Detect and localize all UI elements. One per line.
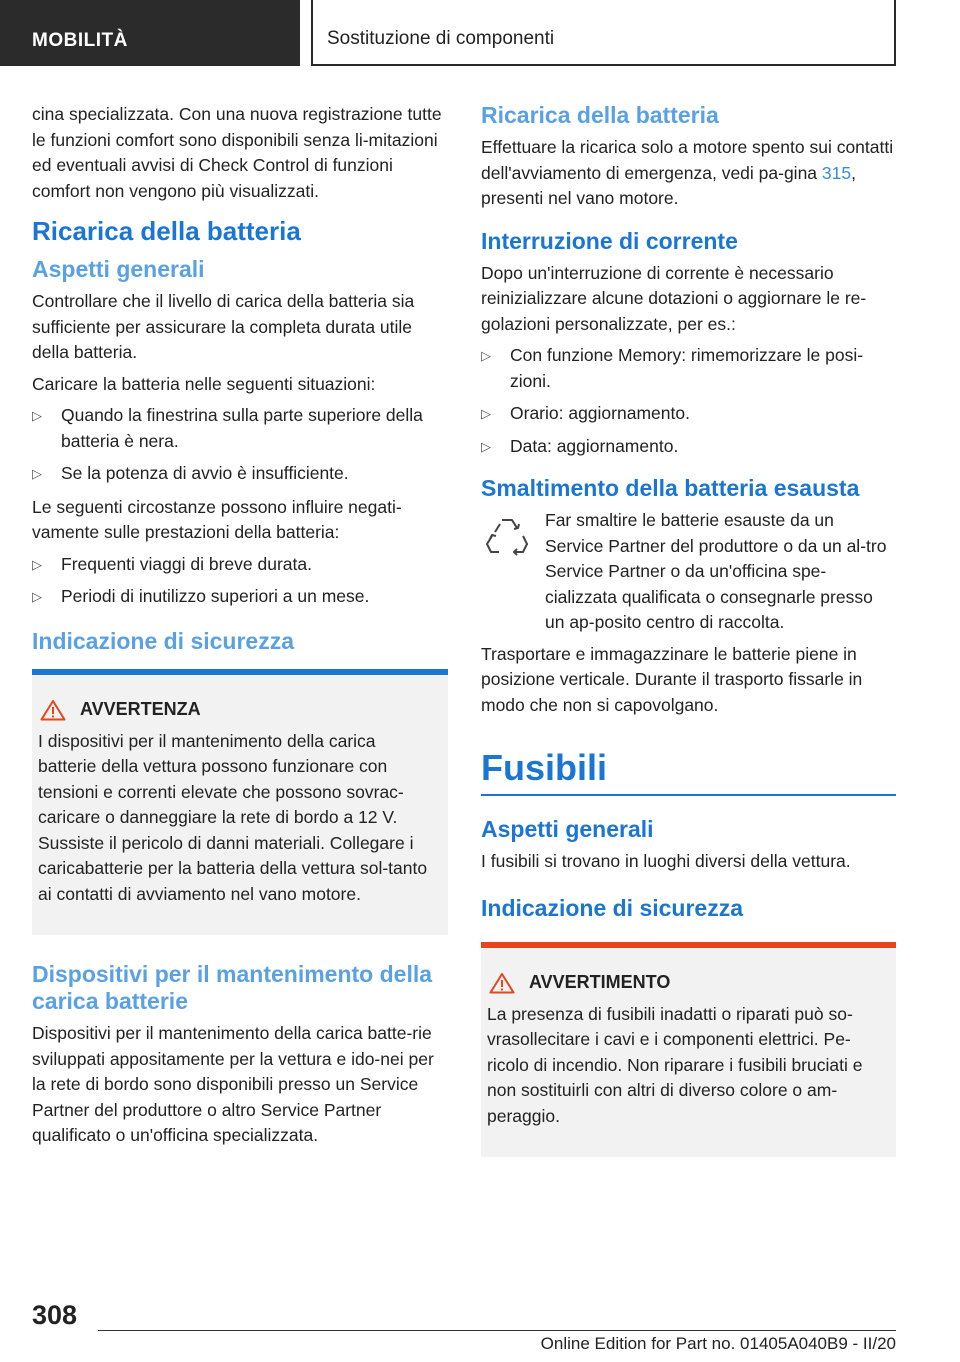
- recycling-icon: [483, 512, 531, 560]
- warning-title: AVVERTIMENTO: [489, 972, 884, 994]
- warning-triangle-icon: [40, 699, 66, 721]
- edition-text: Online Edition for Part no. 01405A040B9 - II/20: [540, 1334, 896, 1353]
- bullet-triangle-icon: ▷: [481, 406, 491, 421]
- chapter-title: Sostituzione di componenti: [311, 0, 896, 66]
- list-item: ▷ Con funzione Memory: rimemorizzare le posi-zioni.: [481, 345, 864, 391]
- page-number: 308: [32, 1300, 78, 1330]
- warning-text: I dispositivi per il mantenimento della carica batterie della vettura possono funzionare con tensioni e correnti elevate che possono sovrac-caricare o danneggiare la rete di bordo a 12 V. Sussiste il pericolo di danni materiali. Collegare i caricabatterie per la batteria della vettura sol-tanto ai contatti di avviamento nel vano motore.: [38, 730, 428, 904]
- heading-battery-charge: Ricarica della batteria: [32, 216, 301, 246]
- list-item: ▷ Frequenti viaggi di breve durata.: [32, 552, 448, 578]
- bullet-triangle-icon: ▷: [32, 556, 42, 572]
- factors-paragraph: Le seguenti circostanze possono influire negati-vamente sulle prestazioni della batteria:: [32, 496, 402, 542]
- general-paragraph: Controllare che il livello di carica della batteria sia sufficiente per assicurare la completa durata utile della batteria.: [32, 291, 415, 362]
- heading-devices: Dispositivi per il mantenimento della carica batterie: [32, 961, 433, 1014]
- heading-fuses-general: Aspetti generali: [481, 816, 654, 842]
- list-item: ▷ Data: aggiornamento.: [481, 434, 896, 460]
- list-item: ▷ Periodi di inutilizzo superiori a un mese.: [32, 584, 448, 610]
- transport-paragraph: Trasportare e immagazzinare le batterie piene in posizione verticale. Durante il trasporto fissarle in modo che non si capovolgano.: [481, 643, 863, 715]
- interruption-list: [481, 343, 896, 459]
- list-item: ▷ Orario: aggiornamento.: [481, 401, 896, 427]
- page-header: [0, 0, 960, 66]
- list-item: ▷ Se la potenza di avvio è insufficiente.: [32, 461, 448, 487]
- bullet-triangle-icon: ▷: [32, 589, 42, 604]
- situations-paragraph: Caricare la batteria nelle seguenti situazioni:: [32, 373, 376, 394]
- warning-text: La presenza di fusibili inadatti o riparati può so-vrasollecitare i cavi e i componenti elettrici. Pe-ricolo di incendio. Non riparare i fusibili bruciati e non sostituirli con altri di diverso colore o am-peraggio.: [487, 1003, 863, 1126]
- warning-box: [481, 942, 896, 1158]
- heading-power-interruption: Interruzione di corrente: [481, 227, 738, 254]
- charging-paragraph: Effettuare la ricarica solo a motore spento sui contatti dell'avviamento di emergenza, vedi pa-gina 315, presenti nel vano motore.: [481, 137, 894, 208]
- bullet-triangle-icon: ▷: [481, 438, 491, 454]
- left-column: [32, 102, 448, 1155]
- section-tab: MOBILITÀ: [0, 0, 300, 66]
- disposal-block: [481, 508, 896, 642]
- heading-general: Aspetti generali: [32, 256, 205, 282]
- situations-list: [32, 403, 448, 487]
- heading-disposal: Smaltimento della batteria esausta: [481, 475, 860, 501]
- intro-paragraph: cina specializzata. Con una nuova registrazione tutte le funzioni comfort sono disponibili senza li-mitazioni ed eventuali avvisi di Check Control di funzioni comfort non vengono più visualizzati.: [32, 104, 442, 201]
- heading-charging: Ricarica della batteria: [481, 102, 719, 128]
- bullet-triangle-icon: ▷: [32, 408, 42, 423]
- bullet-triangle-icon: ▷: [481, 348, 491, 363]
- factors-list: [32, 552, 448, 610]
- heading-fuses: Fusibili: [481, 746, 896, 796]
- devices-paragraph: Dispositivi per il mantenimento della carica batte-rie sviluppati appositamente per la vettura e ido-nei per la rete di bordo sono disponibili presso un Service Partner del produttore o altro Service Partner qualificato o un'officina specializzata.: [32, 1023, 434, 1145]
- fuses-paragraph: I fusibili si trovano in luoghi diversi della vettura.: [481, 851, 851, 871]
- interruption-paragraph: Dopo un'interruzione di corrente è necessario reinizializzare alcune dotazioni o aggiornare le re-golazioni personalizzate, per es.:: [481, 262, 867, 334]
- right-column: [481, 100, 896, 1175]
- warning-triangle-icon: [489, 972, 515, 994]
- heading-safety: Indicazione di sicurezza: [32, 627, 295, 654]
- bullet-triangle-icon: ▷: [32, 466, 42, 481]
- page-link[interactable]: 315: [821, 162, 852, 183]
- heading-fuses-safety: Indicazione di sicurezza: [481, 894, 744, 921]
- footer-divider: [98, 1330, 896, 1331]
- disposal-paragraph: Far smaltire le batterie esauste da un Service Partner del produttore o da un al-tro Service Partner o da un'officina spe-cializzata qualificata o consegnarle presso un ap-posito centro di raccolta.: [545, 510, 887, 632]
- list-item: ▷ Quando la finestrina sulla parte superiore della batteria è nera.: [32, 405, 423, 451]
- warning-title: AVVERTENZA: [40, 699, 436, 721]
- warning-box: [32, 669, 448, 936]
